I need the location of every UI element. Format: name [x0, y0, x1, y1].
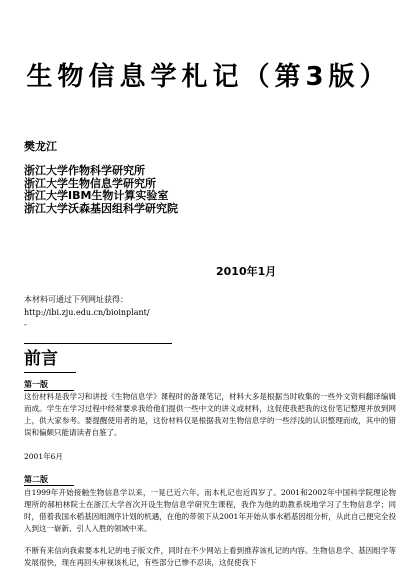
- publication-date: 2010年1月: [216, 265, 277, 278]
- affiliation-item: 浙江大学作物科学研究所: [24, 164, 145, 177]
- dash-mark: -: [24, 320, 27, 329]
- edition1-paragraph: 这份材料是我学习和讲授《生物信息学》课程时的备课笔记，材料大多是根据当时收集的一些外文资料翻译编辑而成。学生在学习过程中经常要求我给他们提供一些中文的讲义或材料，这促使我把我的这份笔记整理并放到网上，供大家参考。要提醒使用者的是，这份材料仅是根据我对生物信息学的一些浮浅的认识整理而成，其中的错误和偏颇只能请读者自鉴了。: [24, 392, 396, 437]
- availability-text: 本材料可通过下列网址获得：: [24, 295, 128, 304]
- preface-heading: 前言: [24, 349, 58, 369]
- affiliation-item: 浙江大学生物信息学研究所: [24, 176, 156, 190]
- author-name: 樊龙江: [24, 140, 57, 153]
- document-title: 生物信息学札记（第3版）: [26, 62, 391, 92]
- affiliation-item: 浙江大学沃森基因组科学研究院: [24, 201, 178, 215]
- website-link[interactable]: http://ibi.zju.edu.cn/bioinplant/: [24, 308, 150, 317]
- edition2-paragraph-2: 不断有来信向我索要本札记的电子版文件，同时在不少网站上看到推荐该札记的内容。生物信息学、基因组学等发展很快，现在再回头审视该札记，有些部分已惨不忍读，这促使我下: [24, 546, 396, 567]
- edition1-heading: 第一版: [24, 380, 48, 389]
- affiliation-list: [24, 165, 178, 215]
- affiliation-item: 浙江大学IBM生物计算实验室: [24, 189, 169, 202]
- section-divider: [24, 343, 172, 344]
- edition1-date: 2001年6月: [24, 452, 63, 461]
- edition2-underline: [24, 485, 74, 486]
- edition2-paragraph: 自1999年开始接触生物信息学以来，一晃已近六年。而本札记也近四岁了。2001和2002年中国科学院理论物理所的郝柏林院士在浙江大学首次开设生物信息学研究生课程，我作为他的助教系统地学习了生物信息学；同时，借着我国水稻基因组测序计划的机遇，在他的带领下从2001年开始从事水稻基因组分析，从此自己便完全投入到这一崭新、引人入胜的领域中来。: [24, 488, 396, 533]
- heading-underline: [24, 372, 76, 373]
- edition2-heading: 第二版: [24, 475, 48, 484]
